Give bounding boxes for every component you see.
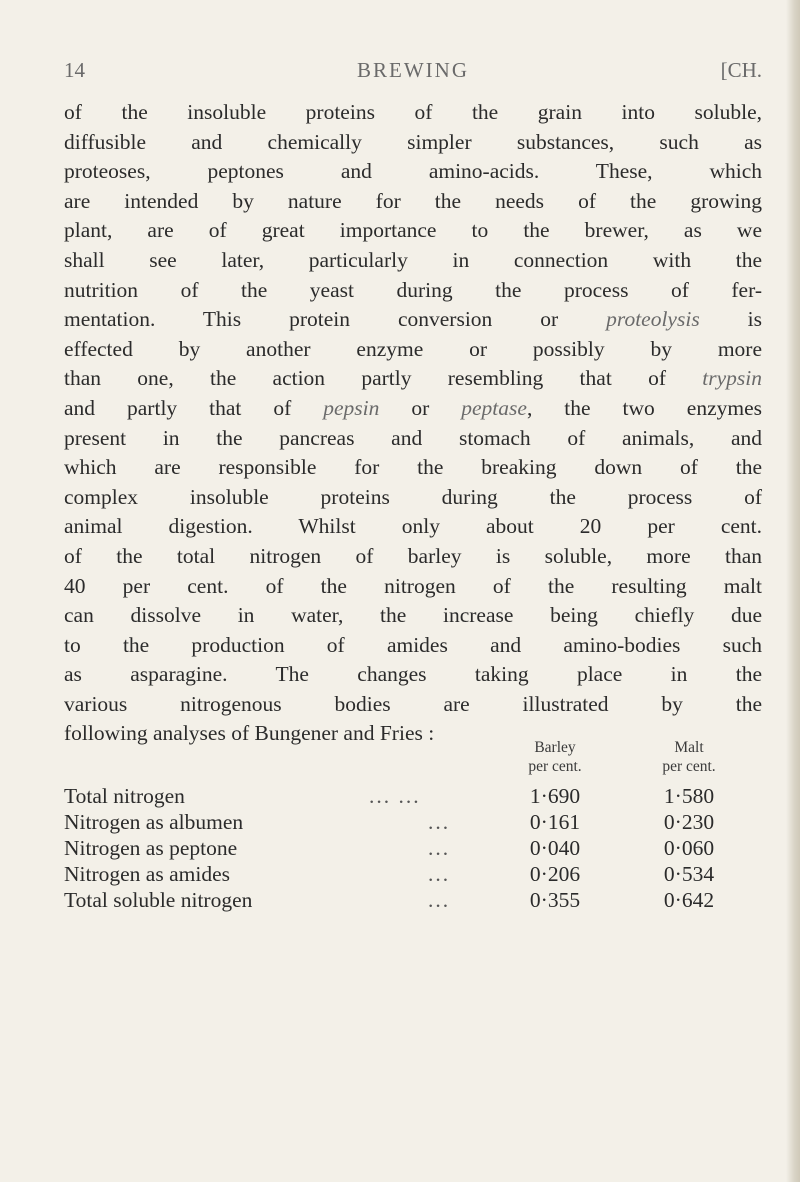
malt-value: 0·642 [663,888,715,912]
column-header-barley-unit: per cent. [528,758,582,775]
barley-value: 0·161 [529,810,581,834]
text-line: can dissolve in water, the increase being chiefly due [64,603,762,628]
text-line: of the total nitrogen of barley is soluble, more than [64,543,762,568]
table-row [64,836,764,862]
text-line: complex insoluble proteins during the process of [64,484,762,509]
text-line: of the insoluble proteins of the grain into soluble, [64,100,762,124]
text-line: which are responsible for the breaking down of the [64,455,762,480]
page-number: 14 [64,58,85,82]
chapter-marker: [CH. [720,58,762,82]
text-line: animal digestion. Whilst only about 20 per cent. [64,514,762,539]
column-header-malt [644,738,734,776]
text-line: effected by another enzyme or possibly by more [64,336,762,361]
column-header-barley [510,738,600,776]
text-line: to the production of amides and amino-bodies such [64,632,762,657]
leader-dots: ... [428,862,451,886]
text-run: and partly that of [64,395,324,420]
malt-value: 0·060 [663,836,715,860]
text-line: plant, are of great importance to the brewer, as we [64,218,762,243]
row-label: Nitrogen as albumen [64,810,244,834]
row-label: Total soluble nitrogen [64,888,253,912]
barley-value: 1·690 [529,784,581,808]
row-label: Nitrogen as amides [64,862,230,886]
text-run: than one, the action partly resembling that of [64,366,703,391]
running-title: BREWING [357,58,469,82]
leader-dots: ... [428,836,451,860]
text-run: mentation. This protein conversion or [64,307,607,332]
body-paragraph [64,98,762,749]
italic-term-proteolysis: proteolysis [606,307,700,332]
table-row [64,810,764,836]
text-line: various nitrogenous bodies are illustrated by the [64,691,762,716]
text-line: as asparagine. The changes taking place in the [64,662,762,687]
text-line: shall see later, particularly in connection with the [64,247,762,272]
page-edge-shadow [786,0,800,1182]
text-run: or [379,395,462,420]
malt-value: 0·534 [663,862,715,886]
column-header-malt-unit: per cent. [662,758,716,775]
text-line [64,364,762,394]
text-line: present in the pancreas and stomach of animals, and [64,425,762,450]
text-run: , the two enzymes [526,395,762,420]
text-line [64,394,762,424]
text-line [64,305,762,335]
text-line: are intended by nature for the needs of the growing [64,188,762,213]
table-row [64,862,764,888]
table-row [64,784,764,810]
text-line: following analyses of Bungener and Fries : [64,721,435,746]
malt-value: 1·580 [663,784,715,808]
barley-value: 0·355 [529,888,581,912]
leader-dots: ... [428,888,451,912]
text-line: 40 per cent. of the nitrogen of the resulting malt [64,573,762,598]
table-row [64,888,764,914]
leader-dots: ... ... [369,784,421,808]
italic-term-peptase: peptase [461,395,527,420]
column-header-barley-name: Barley [534,739,576,756]
barley-value: 0·206 [529,862,581,886]
text-line: proteoses, peptones and amino-acids. These, which [64,159,762,184]
text-line: diffusible and chemically simpler substances, such as [64,129,762,154]
row-label: Nitrogen as peptone [64,836,238,860]
text-run: is [699,307,762,332]
running-header [64,58,762,88]
leader-dots: ... [428,810,451,834]
italic-term-pepsin: pepsin [323,395,380,420]
barley-value: 0·040 [529,836,581,860]
malt-value: 0·230 [663,810,715,834]
column-header-malt-name: Malt [674,739,704,756]
text-line: nutrition of the yeast during the process of fer- [64,277,762,302]
italic-term-trypsin: trypsin [702,366,762,391]
row-label: Total nitrogen [64,784,185,808]
